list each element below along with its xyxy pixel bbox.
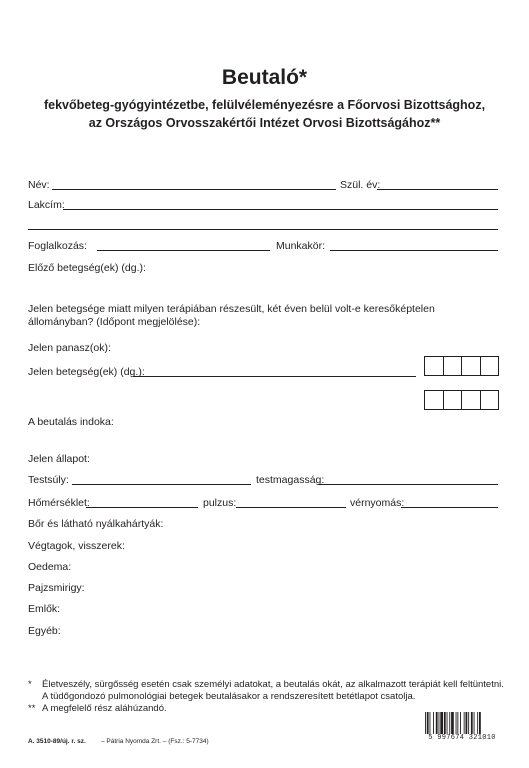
current-complaint-label: Jelen panasz(ok):	[28, 342, 111, 354]
blood-pressure-field[interactable]	[401, 507, 498, 508]
breasts-label: Emlők:	[28, 603, 61, 615]
name-field[interactable]	[52, 189, 336, 190]
position-field[interactable]	[330, 250, 498, 251]
current-illness-field[interactable]	[133, 376, 416, 377]
footnote-1b: A tüdőgondozó pulmonológiai betegek beutalásakor a rendszeresített betétlapot csatolja.	[42, 691, 416, 702]
pulse-label: pulzus:	[203, 497, 237, 509]
skin-label: Bőr és látható nyálkahártyák:	[28, 518, 164, 530]
weight-label: Testsúly:	[28, 474, 69, 486]
form-title: Beutaló*	[221, 66, 308, 89]
height-label: testmagasság:	[256, 474, 325, 486]
publisher-info: – Pátria Nyomda Zrt. – (Fsz.: 5-7734)	[101, 738, 209, 745]
footnote-1a: Életveszély, sürgősség esetén csak személyi adatokat, a beutalás okát, az alkalmazott terápiát kell feltüntetni.	[42, 679, 504, 690]
birth-year-label: Szül. év:	[340, 179, 381, 191]
current-state-label: Jelen állapot:	[28, 453, 90, 465]
name-label: Név:	[28, 179, 50, 191]
limbs-label: Végtagok, visszerek:	[28, 540, 125, 552]
referral-reason-label: A beutalás indoka:	[28, 416, 114, 428]
form-subtitle-line2: az Országos Orvosszakértői Intézet Orvosi Bizottságához**	[88, 116, 441, 130]
position-label: Munkakör:	[276, 240, 326, 252]
blood-pressure-label: vérnyomás:	[350, 497, 405, 509]
oedema-label: Oedema:	[28, 561, 72, 573]
thyroid-label: Pajzsmirigy:	[28, 582, 85, 594]
address-field[interactable]	[63, 209, 498, 210]
other-label: Egyéb:	[28, 625, 61, 637]
barcode-number: 5 997674 321010	[428, 734, 496, 742]
therapy-question: Jelen betegsége miatt milyen terápiában részesült, két éven belül volt-e keresőképtelen állományban? (Időpont megjelölése):	[28, 303, 435, 328]
temperature-label: Hőmérséklet:	[28, 497, 90, 509]
barcode-image	[425, 712, 499, 734]
temperature-field[interactable]	[86, 507, 198, 508]
occupation-field[interactable]	[97, 250, 270, 251]
form-subtitle-line1: fekvőbeteg-gyógyintézetbe, felülvéleményezésre a Főorvosi Bizottsághoz,	[43, 98, 486, 112]
birth-year-field[interactable]	[377, 189, 498, 190]
occupation-label: Foglalkozás:	[28, 240, 87, 252]
height-field[interactable]	[318, 484, 498, 485]
address-field-line2[interactable]	[28, 229, 498, 230]
footnote-star: *	[28, 679, 32, 690]
previous-illness-label: Előző betegség(ek) (dg.):	[28, 262, 146, 274]
diagnosis-code-box-1[interactable]	[424, 356, 499, 376]
current-illness-label: Jelen betegség(ek) (dg.):	[28, 366, 145, 378]
weight-field[interactable]	[72, 484, 251, 485]
form-code: A. 3510-89/új. r. sz.	[28, 738, 86, 745]
footnote-double-star: **	[28, 703, 36, 714]
address-label: Lakcím:	[28, 199, 65, 211]
footnote-2: A megfelelő rész aláhúzandó.	[42, 703, 167, 714]
diagnosis-code-box-2[interactable]	[424, 390, 499, 410]
pulse-field[interactable]	[236, 507, 346, 508]
